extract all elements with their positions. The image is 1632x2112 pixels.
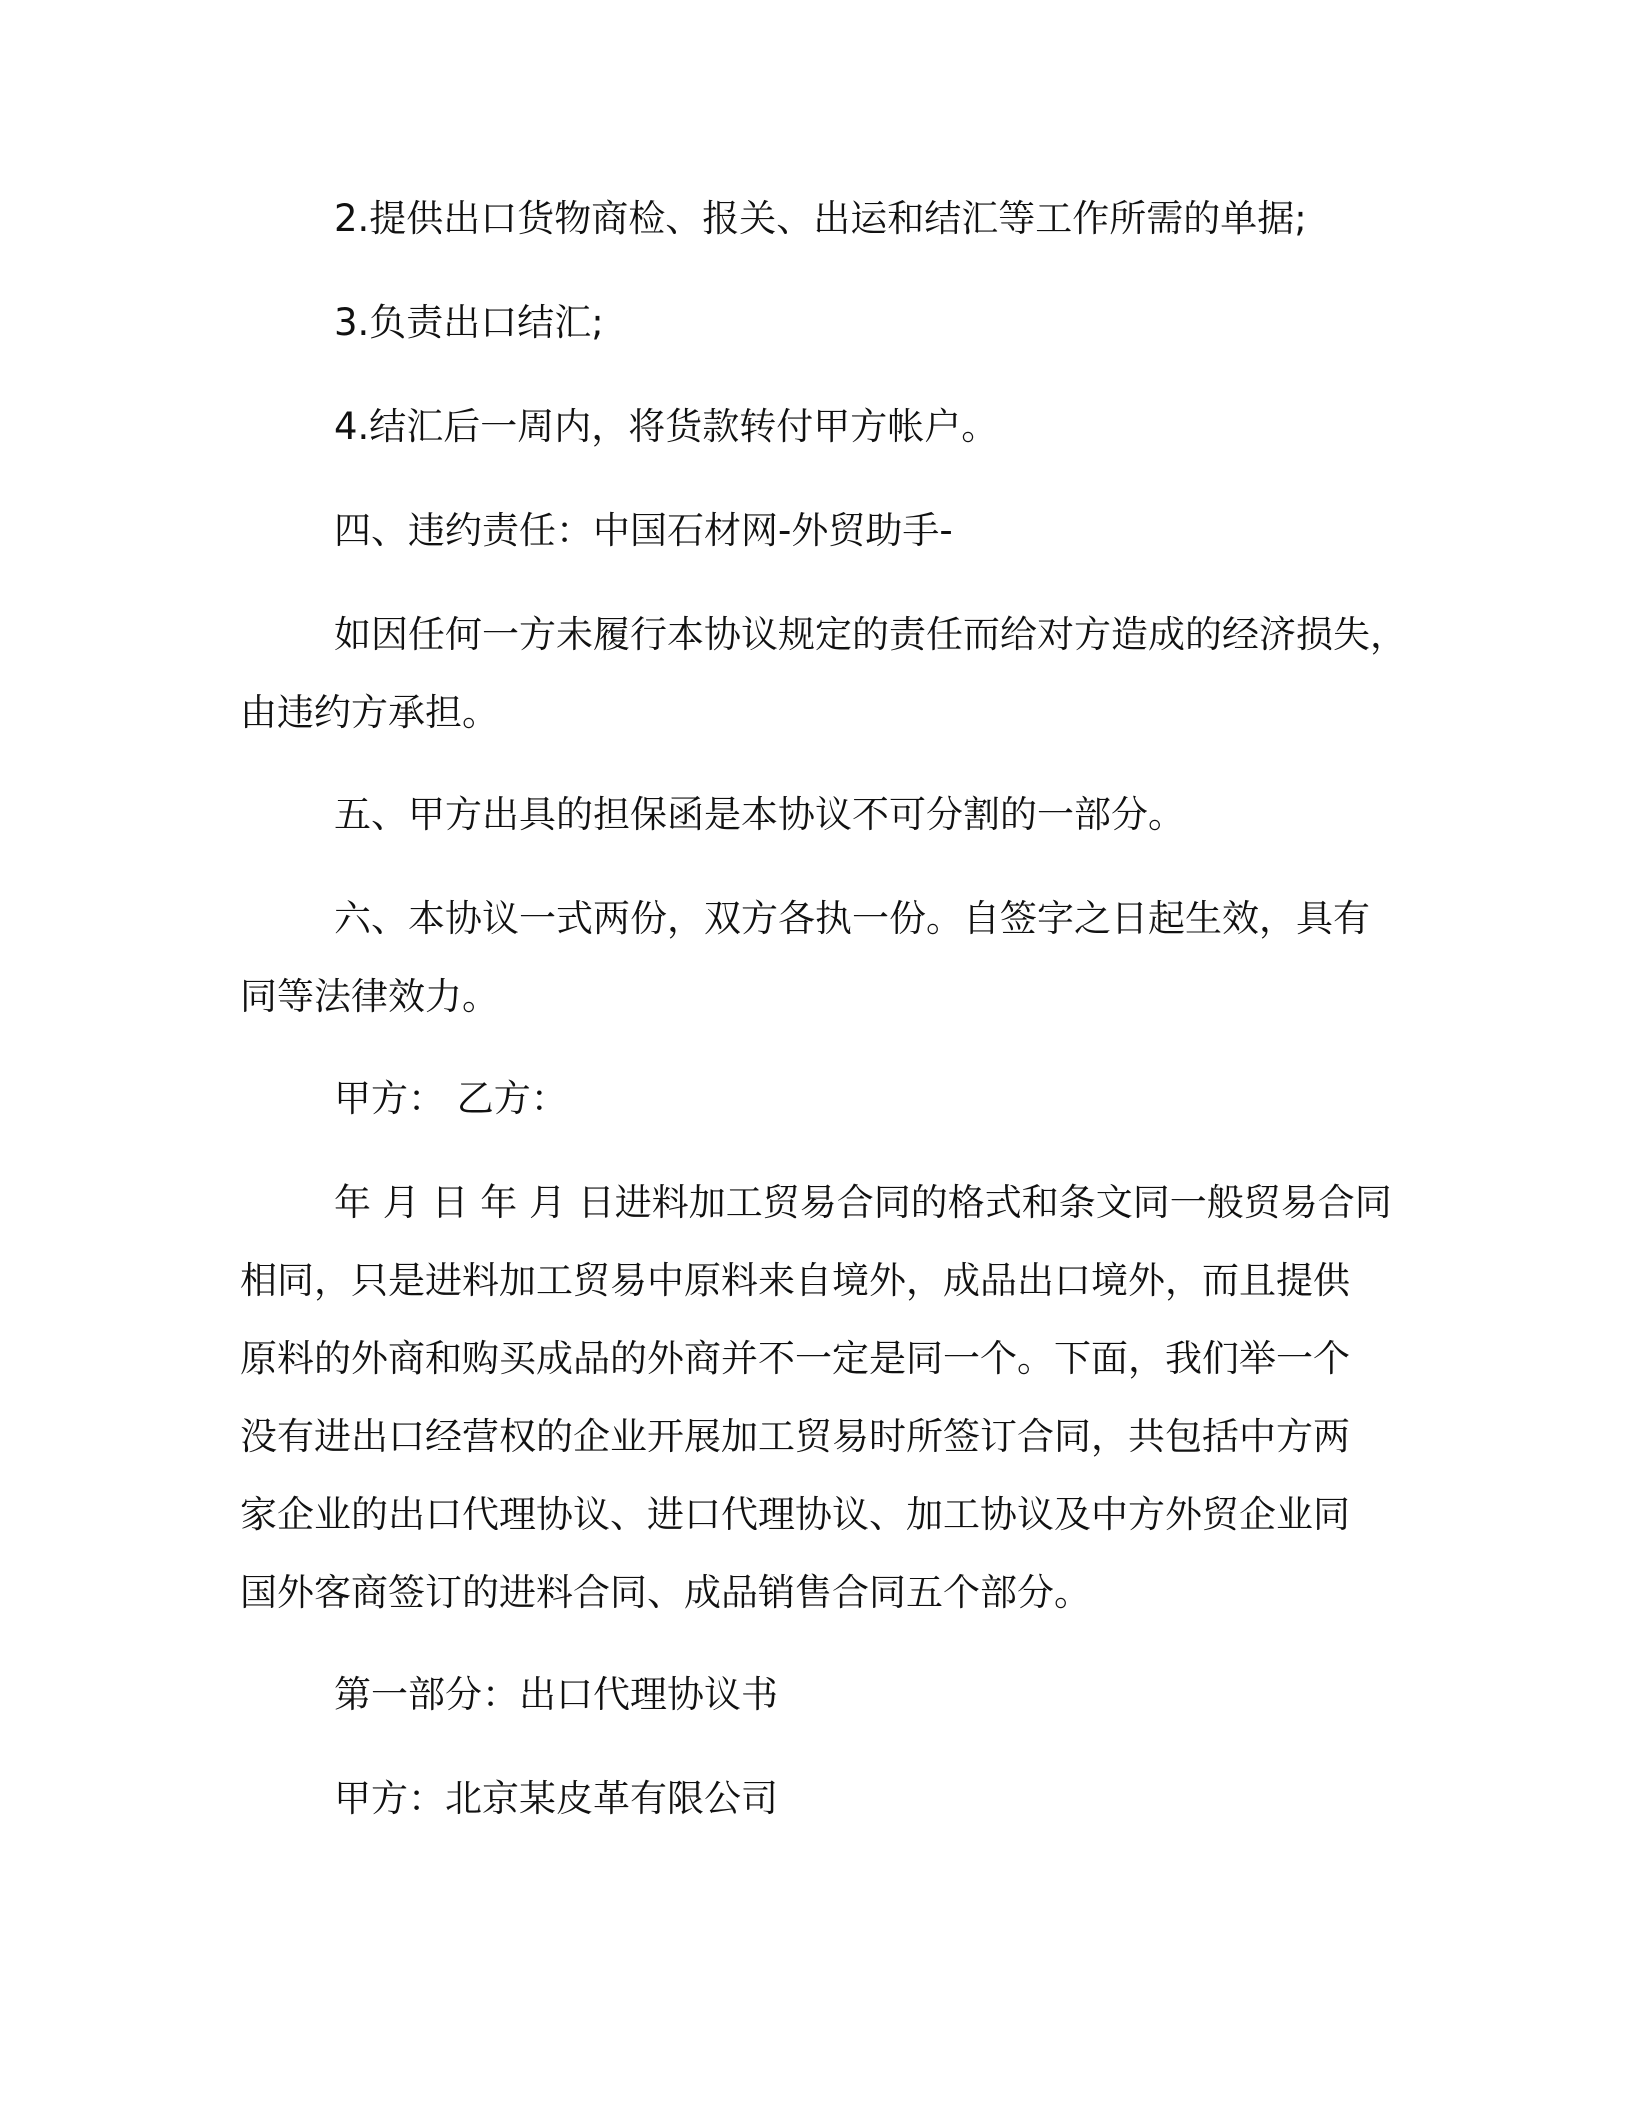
paragraph-item-3 [240,284,1400,362]
paragraph-line: 四、违约责任：中国石材网-外贸助手- [334,509,953,552]
paragraph-item-2 [240,180,1400,258]
paragraph-line: 甲方： 乙方： [334,1077,568,1120]
paragraph-line: 家企业的出口代理协议、进口代理协议、加工协议及中方外贸企业同 [240,1493,1350,1536]
paragraph-line: 没有进出口经营权的企业开展加工贸易时所签订合同，共包括中方两 [240,1415,1350,1458]
part-one-heading [240,1656,1400,1734]
paragraph-line: 原料的外商和购买成品的外商并不一定是同一个。下面，我们举一个 [240,1337,1350,1380]
paragraph-processing-trade [240,1164,1400,1632]
section-copies [240,880,1400,1036]
paragraph-line: 年 月 日 年 月 日进料加工贸易合同的格式和条文同一般贸易合同 [334,1181,1392,1224]
paragraph-line: 五、甲方出具的担保函是本协议不可分割的一部分。 [334,793,1185,836]
signature-parties [240,1060,1400,1138]
paragraph-line: 4.结汇后一周内，将货款转付甲方帐户。 [334,405,999,448]
paragraph-line: 如因任何一方未履行本协议规定的责任而给对方造成的经济损失， [334,613,1407,656]
section-guarantee [240,776,1400,854]
paragraph-line: 2.提供出口货物商检、报关、出运和结汇等工作所需的单据; [334,197,1307,240]
paragraph-item-4 [240,388,1400,466]
paragraph-line: 3.负责出口结汇; [334,301,604,344]
paragraph-line: 同等法律效力。 [240,975,499,1018]
paragraph-line: 相同，只是进料加工贸易中原料来自境外，成品出口境外，而且提供 [240,1259,1350,1302]
paragraph-line: 由违约方承担。 [240,691,499,734]
paragraph-line: 国外客商签订的进料合同、成品销售合同五个部分。 [240,1571,1091,1614]
paragraph-line: 六、本协议一式两份，双方各执一份。自签字之日起生效，具有 [334,897,1370,940]
party-a-name [240,1760,1400,1838]
paragraph-line: 第一部分：出口代理协议书 [334,1673,778,1716]
paragraph-line: 甲方：北京某皮革有限公司 [334,1777,778,1820]
section-heading-breach [240,492,1400,570]
paragraph-breach-liability [240,596,1407,752]
